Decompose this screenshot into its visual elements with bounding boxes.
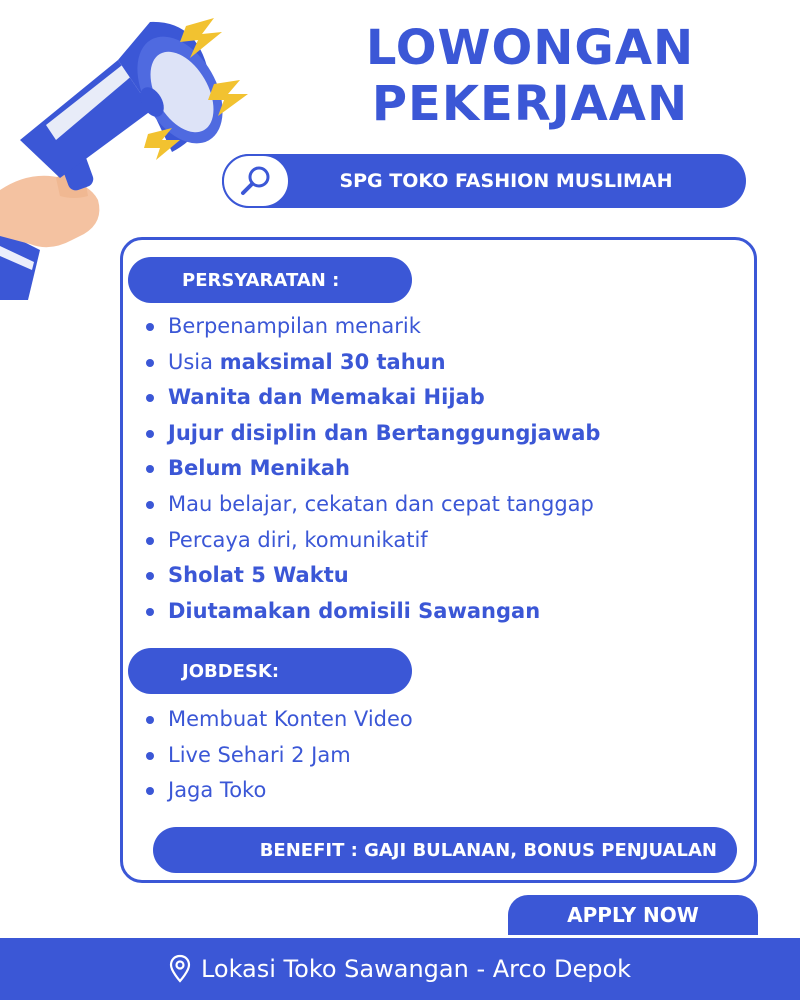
title-line-1: LOWONGAN xyxy=(365,20,695,76)
title-line-2: PEKERJAAN xyxy=(371,76,689,132)
list-item: Percaya diri, komunikatif xyxy=(144,523,600,559)
list-item: Berpenampilan menarik xyxy=(144,309,600,345)
list-item: Usia maksimal 30 tahun xyxy=(144,345,600,381)
apply-now-button[interactable]: APPLY NOW xyxy=(508,895,758,935)
list-item: Wanita dan Memakai Hijab xyxy=(144,380,600,416)
benefit-banner: BENEFIT : GAJI BULANAN, BONUS PENJUALAN xyxy=(153,827,737,873)
position-title: SPG TOKO FASHION MUSLIMAH xyxy=(339,170,673,192)
location-pin-icon xyxy=(169,954,191,984)
jobdesk-list xyxy=(144,702,413,809)
list-item: Diutamakan domisili Sawangan xyxy=(144,594,600,630)
location-footer xyxy=(0,938,800,1000)
location-text: Lokasi Toko Sawangan - Arco Depok xyxy=(200,955,632,983)
list-item: Mau belajar, cekatan dan cepat tanggap xyxy=(144,487,600,523)
list-item: Sholat 5 Waktu xyxy=(144,558,600,594)
page-title xyxy=(300,20,760,132)
requirements-list xyxy=(144,309,600,629)
list-item: Jujur disiplin dan Bertanggungjawab xyxy=(144,416,600,452)
jobdesk-heading: JOBDESK: xyxy=(128,648,412,694)
list-item: Membuat Konten Video xyxy=(144,702,413,738)
list-item: Jaga Toko xyxy=(144,773,413,809)
search-icon xyxy=(238,163,274,199)
list-item: Belum Menikah xyxy=(144,451,600,487)
list-item: Live Sehari 2 Jam xyxy=(144,738,413,774)
requirements-heading: PERSYARATAN : xyxy=(128,257,412,303)
search-badge xyxy=(222,154,290,208)
